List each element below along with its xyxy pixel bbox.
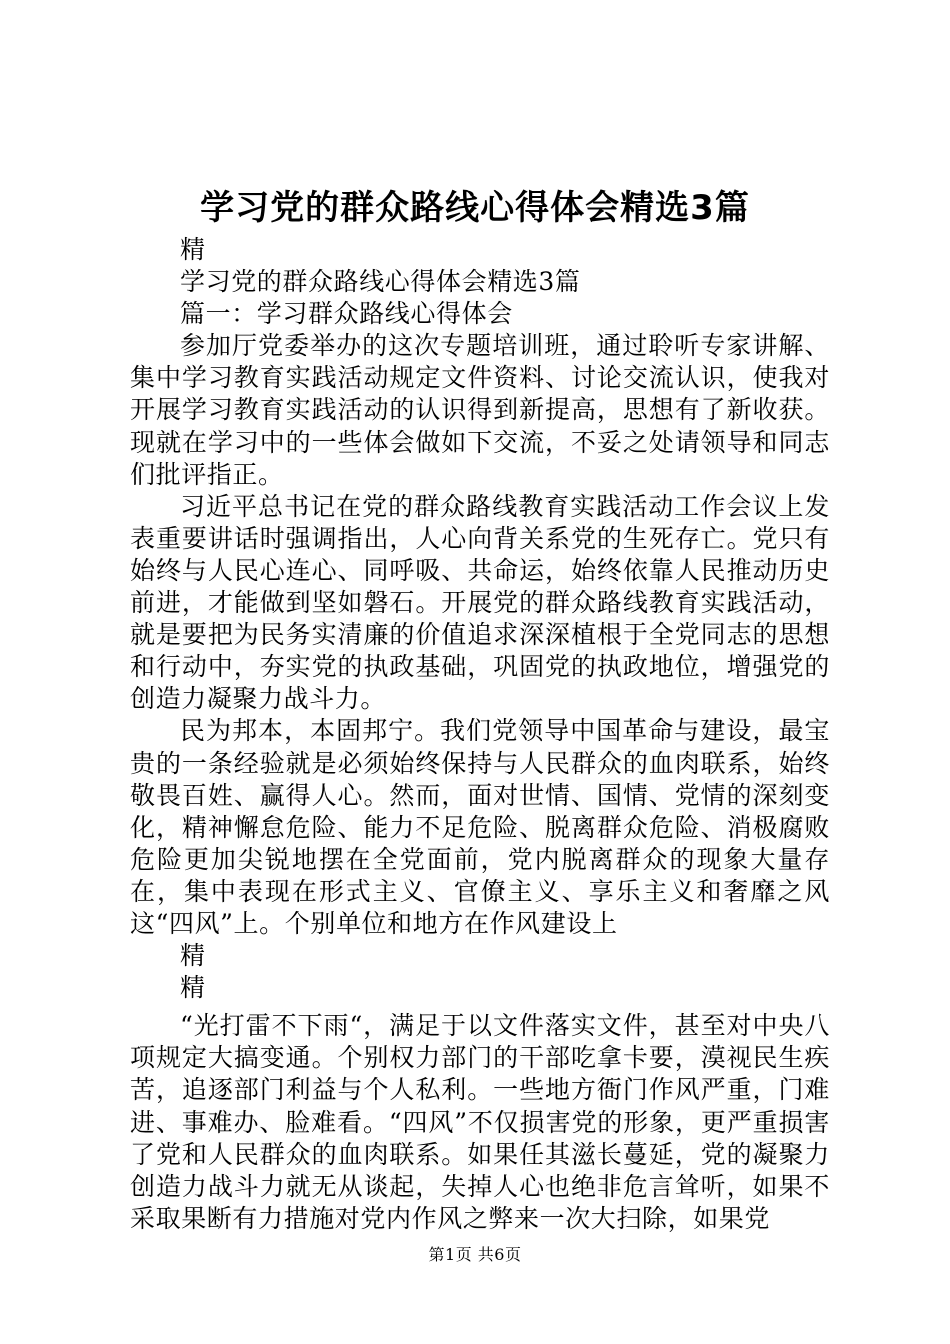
document-body — [130, 234, 830, 1235]
body-subtitle: 学习党的群众路线心得体会精选3篇 — [180, 267, 581, 297]
body-line-jing-2: 精 — [180, 941, 206, 971]
body-line-jing-1: 精 — [180, 235, 206, 264]
body-line-jing-3: 精 — [180, 973, 206, 1003]
paragraph-speech: 习近平总书记在党的群众路线教育实践活动工作会议上发表重要讲话时强调指出，人心向背关系党的生死存亡。党只有始终与人民心连心、同呼吸、共命运，始终依靠人民推动历史前进，才能做到坚如磐石。开展党的群众路线教育实践活动，就是要把为民务实清廉的价值追求深深植根于全党同志的思想和行动中，夯实党的执政基础，巩固党的执政地位，增强党的创造力凝聚力战斗力。 — [130, 491, 830, 714]
page-footer: 第1页 共6页 — [428, 1245, 522, 1264]
paragraph-intro: 参加厅党委举办的这次专题培训班，通过聆听专家讲解、集中学习教育实践活动规定文件资料、讨论交流认识，使我对开展学习教育实践活动的认识得到新提高，思想有了新收获。现就在学习中的一些体会做如下交流，不妥之处请领导和同志们批评指正。 — [130, 331, 830, 489]
paragraph-people: 民为邦本，本固邦宁。我们党领导中国革命与建设，最宝贵的一条经验就是必须始终保持与人民群众的血肉联系，始终敬畏百姓、赢得人心。然而，面对世情、国情、党情的深刻变化，精神懈怠危险、能力不足危险、脱离群众危险、消极腐败危险更加尖锐地摆在全党面前，党内脱离群众的现象大量存在，集中表现在形式主义、官僚主义、享乐主义和奢靡之风这“四风”上。个别单位和地方在作风建设上 — [130, 716, 830, 938]
section-heading: 篇一：学习群众路线心得体会 — [180, 299, 513, 329]
document-title: 学习党的群众路线心得体会精选3篇 — [200, 188, 750, 228]
paragraph-four-styles: “光打雷不下雨“，满足于以文件落实文件，甚至对中央八项规定大搞变通。个别权力部门的干部吃拿卡要，漠视民生疾苦，追逐部门利益与个人私利。一些地方衙门作风严重，门难进、事难办、脸难看。“四风”不仅损害党的形象，更严重损害了党和人民群众的血肉联系。如果任其滋长蔓延，党的凝聚力创造力战斗力就无从谈起，失掉人心也绝非危言耸听，如果不采取果断有力措施对党内作风之弊来一次大扫除，如果党 — [130, 1011, 830, 1233]
